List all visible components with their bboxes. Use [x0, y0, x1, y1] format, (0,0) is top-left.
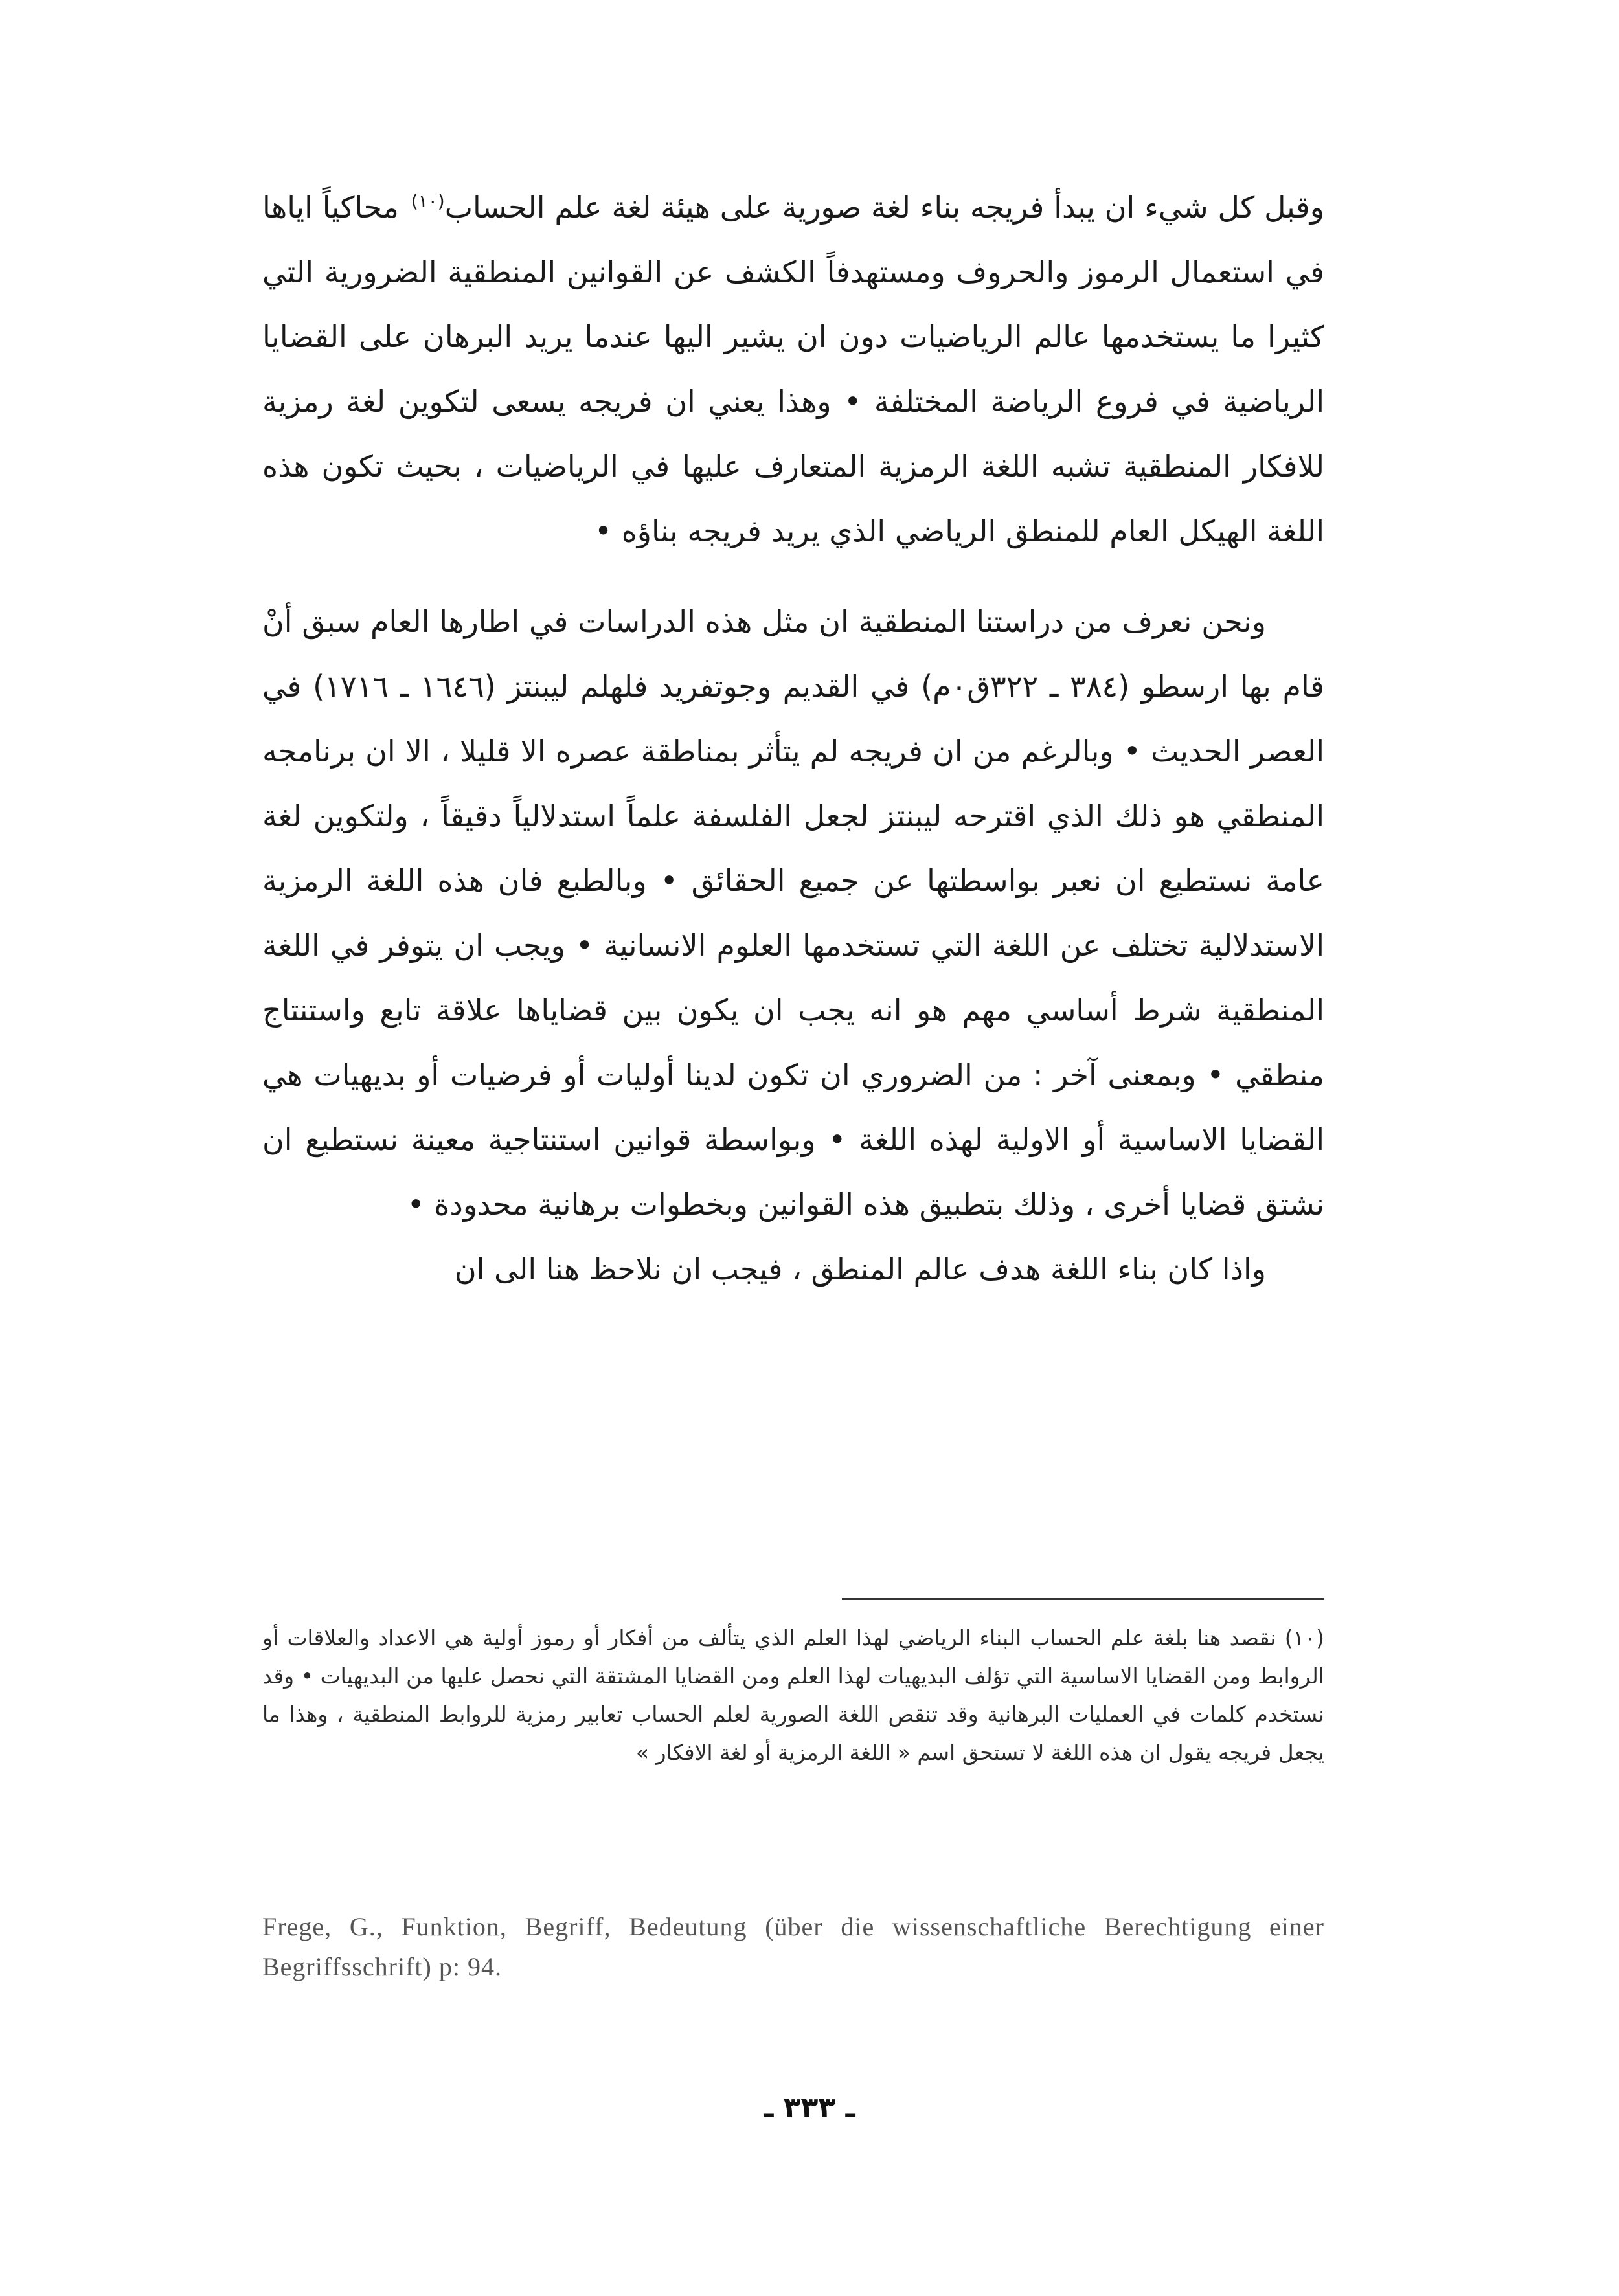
page-number: ـ ٣٣٣ ـ — [764, 2091, 855, 2124]
paragraph-1-opening: وقبل كل شيء ان يبدأ فريجه بناء لغة صورية على هيئة لغة علم الحساب — [444, 190, 1324, 225]
main-text-block — [262, 175, 1324, 1301]
footnote-divider — [842, 1598, 1324, 1600]
footnote-text: (١٠) نقصد هنا بلغة علم الحساب البناء الرياضي لهذا العلم الذي يتألف من أفكار أو رموز أولية هي الاعداد والعلاقات أو الروابط ومن القضايا الاساسية التي تؤلف البديهيات لهذا العلم ومن القضايا المشتقة التي نحصل عليها من البديهيات • وقد نستخدم كلمات في العمليات البرهانية وقد تنقص اللغة الصورية لعلم الحساب تعابير رمزية للروابط المنطقية ، وهذا ما يجعل فريجه يقول ان هذه اللغة لا تستحق اسم « اللغة الرمزية أو لغة الافكار » — [262, 1625, 1324, 1765]
paragraph-3: واذا كان بناء اللغة هدف عالم المنطق ، فيجب ان نلاحظ هنا الى ان — [454, 1252, 1266, 1287]
paragraph-1-body: محاكياً اياها في استعمال الرموز والحروف ومستهدفاً الكشف عن القوانين المنطقية الضرورية التي كثيرا ما يستخدمها عالم الرياضيات دون ان يشير اليها عندما يريد البرهان على القضايا الرياضية في فروع الرياضة المختلفة • وهذا يعني ان فريجه يسعى لتكوين لغة رمزية للافكار المنطقية تشبه اللغة الرمزية المتعارف عليها في الرياضيات ، بحيث تكون هذه اللغة الهيكل العام للمنطق الرياضي الذي يريد فريجه بناؤه • — [262, 190, 1324, 548]
paragraph-gap — [262, 563, 1324, 589]
footnote-reference: Frege, G., Funktion, Begriff, Bedeutung (über die wissenschaftliche Berechtigung einer Begriffsschrift) p: 94. — [262, 1912, 1324, 1981]
paragraph-2: ونحن نعرف من دراستنا المنطقية ان مثل هذه الدراسات في اطارها العام سبق أنْ قام بها ارسطو (٣٨٤ ـ ٣٢٢ق٠م) في القديم وجوتفريد فلهلم ليبنتز (١٦٤٦ ـ ١٧١٦) في العصر الحديث • وبالرغم من ان فريجه لم يتأثر بمناطقة عصره الا قليلا ، الا ان برنامجه المنطقي هو ذلك الذي اقترحه ليبنتز لجعل الفلسفة علماً استدلالياً دقيقاً ، ولتكوين لغة عامة نستطيع ان نعبر بواسطتها عن جميع الحقائق • وبالطبع فان هذه اللغة الرمزية الاستدلالية تختلف عن اللغة التي تستخدمها العلوم الانسانية • ويجب ان يتوفر في اللغة المنطقية شرط أساسي مهم هو انه يجب ان يكون بين قضاياها علاقة تابع واستنتاج منطقي • وبمعنى آخر : من الضروري ان تكون لدينا أوليات أو فرضيات أو بديهيات هي القضايا الاساسية أو الاولية لهذه اللغة • وبواسطة قوانين استنتاجية معينة نستطيع ان نشتق قضايا أخرى ، وذلك بتطبيق هذه القوانين وبخطوات برهانية محدودة • — [262, 604, 1325, 1222]
footnote-marker: (١٠) — [411, 190, 445, 212]
paragraph-1 — [262, 175, 1324, 563]
